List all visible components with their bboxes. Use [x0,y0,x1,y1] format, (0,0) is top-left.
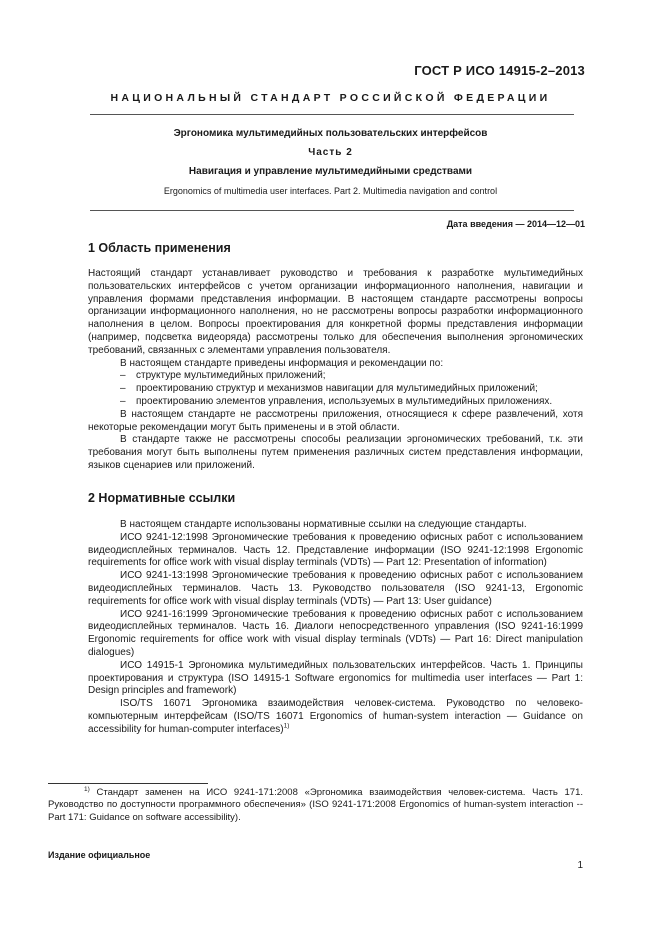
footnote [48,787,583,824]
reference-text: ИСО 9241-13:1998 Эргономические требования к проведению офисных работ с использованием видеодисплейных терминалов. Часть 13. Руководство пользователя (ISO 9241-13, Ergonomic requirements for office work with visual display terminals (VDTs) — Part 13: User guidance) [88,570,583,607]
title-line2: Навигация и управление мультимедийными средствами [188,166,473,177]
normative-reference [88,698,583,736]
section1-p4: В стандарте также не рассмотрены способы реализации эргономических требований, т.к. эти требования могут быть выполнены путем применения различных систем представления информации, языков сценариев или приложений. [88,434,583,471]
reference-text: ИСО 9241-12:1998 Эргономические требования к проведению офисных работ с использованием видеодисплейных терминалов. Часть 12. Представление информации (ISO 9241-12:1998 Ergonomic requirements for office work with visual display terminals (VDTs) — Part 12: Presentation of information) [88,531,583,569]
section1-para [88,358,583,371]
footnote-text: Стандарт заменен на ИСО 9241-171:2008 «Эргономика взаимодействия человек-система. Часть 171. Руководство по доступности программного обеспечения» (ISO 9241-171:2008 Ergonomics of human-system interaction -- Part 171: Guidance on software accessibility). [48,787,583,823]
section2-heading: 2 Нормативные ссылки [88,491,236,505]
section1-list [88,370,583,408]
section2-body [88,519,583,737]
normative-reference [88,660,583,698]
normative-reference [88,609,583,660]
normative-reference [88,532,583,570]
list-item-text: структуре мультимедийных приложений; [136,370,326,382]
title-part: Часть 2 [308,147,353,158]
section1-heading: 1 Область применения [88,241,231,255]
national-standard-heading: НАЦИОНАЛЬНЫЙ СТАНДАРТ РОССИЙСКОЙ ФЕДЕРАЦИИ [110,92,551,104]
reference-text: ISO/TS 16071 Эргономика взаимодействия человек-система. Руководство по человеко-компьютерным интерфейсам (ISO/TS 16071 Ergonomics of human-system interaction — Guidance on accessibility for human-computer interfaces) [88,698,583,735]
dash-marker: – [120,383,126,395]
list-item-text: проектированию структур и механизмов навигации для мультимедийных приложений; [136,383,538,395]
title-line1: Эргономика мультимедийных пользовательских интерфейсов [173,128,488,139]
section1-body [88,268,583,473]
section2-para [88,519,583,532]
title-english: Ergonomics of multimedia user interfaces. Part 2. Multimedia navigation and control [163,186,498,196]
footnote-marker[interactable]: 1) [283,722,290,730]
reference-text: ИСО 9241-16:1999 Эргономические требования к проведению офисных работ с использованием видеодисплейных терминалов. Часть 16. Диалоги непосредственного управления (ISO 9241-16:1999 Ergonomic requirements for office work with visual display terminals (VDTs) — Part 16: Direct manipulation dialogues) [88,608,583,658]
title-divider [90,210,574,211]
section1-para [88,409,583,435]
footnote-divider [48,783,208,784]
section2-p1: В настоящем стандарте использованы нормативные ссылки на следующие стандарты. [120,519,527,530]
section1-p3: В настоящем стандарте не рассмотрены приложения, относящиеся к сфере развлечений, хотя некоторые рекомендации могут быть применены и в этой области. [88,408,583,433]
list-item [88,383,583,396]
section1-p1: Настоящий стандарт устанавливает руководство и требования к разработке мультимедийных пользовательских интерфейсов с учетом организации информационного наполнения, навигации и управления формами представления информации. В настоящем стандарте рассмотрены вопросы организации информационного наполнения, но не рассмотрены вопросы разработки информационного наполнения в целом. Вопросы проектирования для конкретной формы представления информации (например, подсветка видеоряда) рассмотрены только для обеспечения выполнения эргономических требований, связанных с элементами управления пользователя. [88,268,583,356]
section1-para [88,268,583,358]
reference-text: ИСО 14915-1 Эргономика мультимедийных пользовательских интерфейсов. Часть 1. Принципы проектирования и структура (ISO 14915-1 Software ergonomics for multimedia user interfaces — Part 1: Design principles and framework) [88,659,583,697]
dash-marker: – [120,370,126,382]
section1-para [88,434,583,472]
header-divider [90,114,574,115]
page-number: 1 [577,860,583,871]
list-item [88,396,583,409]
footnote-mark: 1) [84,785,90,793]
edition-label: Издание официальное [48,850,151,860]
normative-reference [88,570,583,608]
list-item [88,370,583,383]
intro-date: Дата введения — 2014—12—01 [446,219,585,229]
document-code: ГОСТ Р ИСО 14915-2–2013 [414,63,585,78]
section1-p2: В настоящем стандарте приведены информация и рекомендации по: [120,357,444,369]
list-item-text: проектированию элементов управления, используемых в мультимедийных приложениях. [136,395,553,407]
dash-marker: – [120,395,126,407]
